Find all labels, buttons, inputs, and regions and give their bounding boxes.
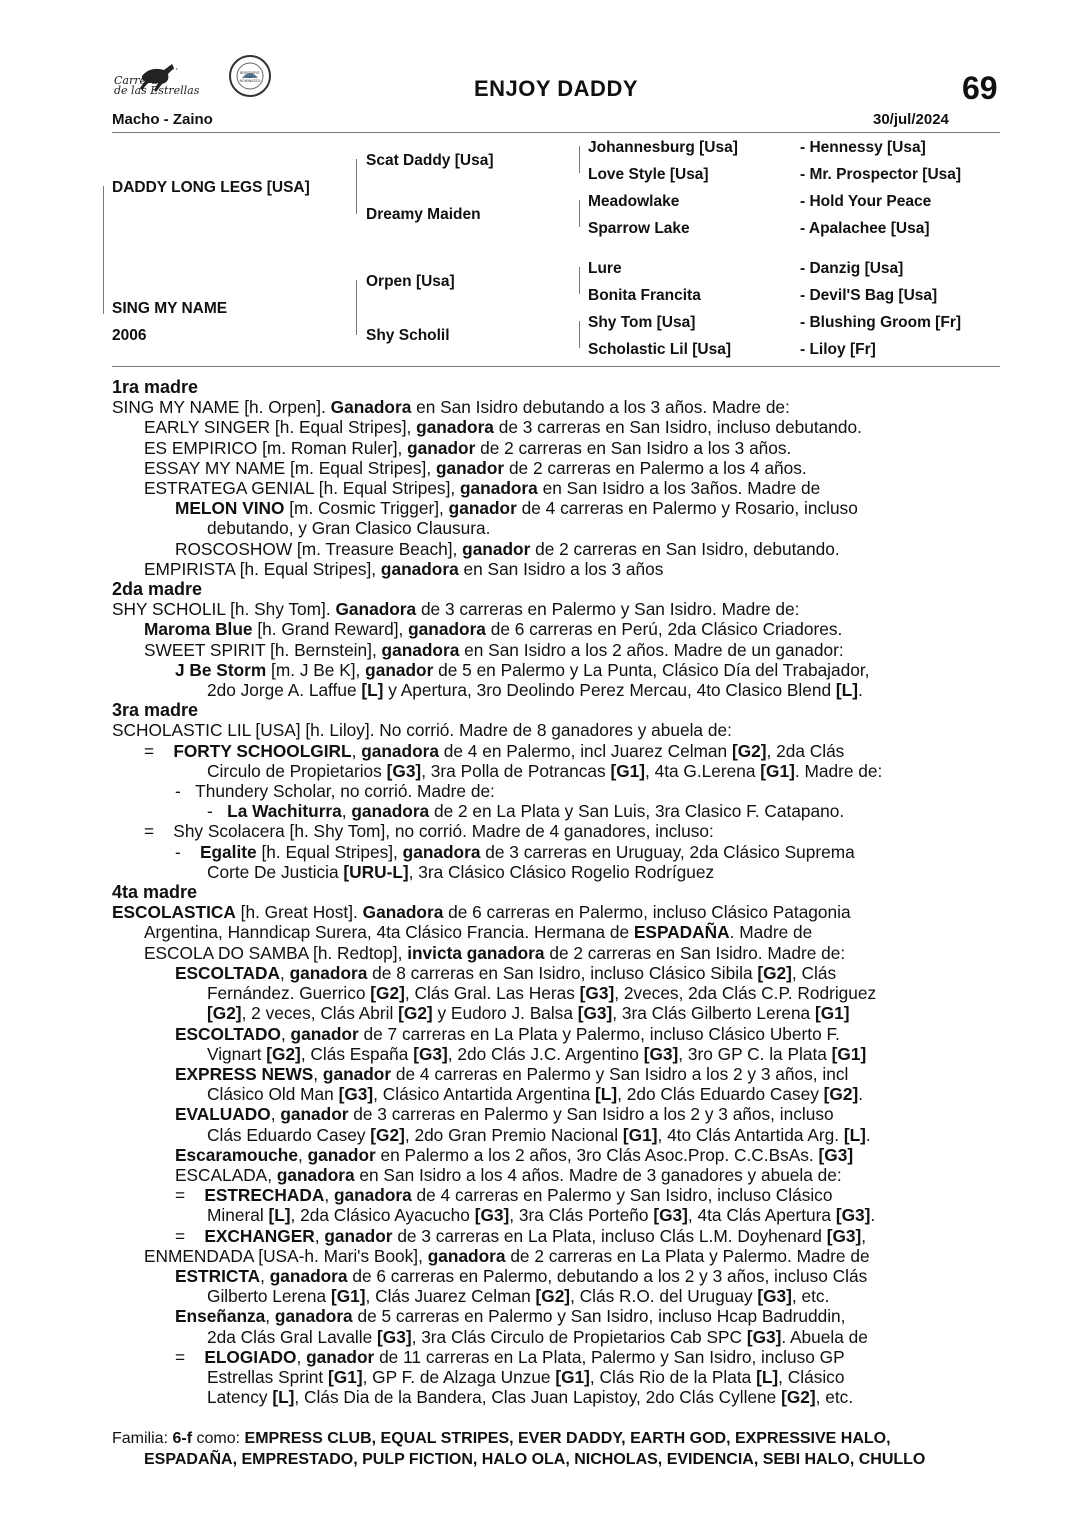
gen3-4: Sparrow Lake xyxy=(588,220,690,237)
section-heading: 1ra madre xyxy=(112,377,199,397)
produce-line: EARLY SINGER [h. Equal Stripes], ganadora de 3 carreras en San Isidro, incluso debutando. xyxy=(144,417,862,438)
produce-line: - La Wachiturra, ganadora de 2 en La Plata y San Luis, 3ra Clasico F. Catapano. xyxy=(207,801,845,822)
produce-line: Vignart [G2], Clás España [G3], 2do Clás J.C. Argentino [G3], 3ro GP C. la Plata [G1] xyxy=(207,1043,867,1064)
produce-line: ESTRICTA, ganadora de 6 carreras en Palermo, debutando a los 2 y 3 años, incluso Clás xyxy=(175,1265,868,1286)
produce-line: SHY SCHOLIL [h. Shy Tom]. Ganadora de 3 carreras en Palermo y San Isidro. Madre de: xyxy=(112,599,800,620)
gen4-6: - Devil'S Bag [Usa] xyxy=(800,287,938,304)
produce-line: ES EMPIRICO [m. Roman Ruler], ganador de 2 carreras en San Isidro a los 3 años. xyxy=(144,437,792,458)
sire-dam: Dreamy Maiden xyxy=(366,206,481,223)
produce-line: Gilberto Lerena [G1], Clás Juarez Celman [G2], Clás R.O. del Uruguay [G3], etc. xyxy=(207,1286,830,1307)
logo-text-estrellas: de las Estrellas xyxy=(114,84,200,97)
produce-line: EXPRESS NEWS, ganador de 4 carreras en Palermo y San Isidro a los 2 y 3 años, incl xyxy=(175,1063,849,1084)
produce-line: Mineral [L], 2da Clásico Ayacucho [G3], 3ra Clás Porteño [G3], 4ta Clás Apertura [G3]. xyxy=(207,1205,876,1226)
lot-number: 69 xyxy=(962,70,998,106)
produce-line: Clás Eduardo Casey [G2], 2do Gran Premio Nacional [G1], 4to Clás Antartida Arg. [L]. xyxy=(207,1124,871,1145)
family-section xyxy=(112,1428,1012,1470)
produce-line: = ESTRECHADA, ganadora de 4 carreras en Palermo y San Isidro, incluso Clásico xyxy=(175,1185,833,1206)
family-label: Familia: xyxy=(112,1430,169,1447)
gen3-3: Meadowlake xyxy=(588,193,680,210)
produce-line: = FORTY SCHOOLGIRL, ganadora de 4 en Palermo, incl Juarez Celman [G2], 2da Clás xyxy=(144,740,845,761)
horse-name-title: ENJOY DADDY xyxy=(473,76,639,101)
gen4-2: - Mr. Prospector [Usa] xyxy=(800,166,962,183)
gen3-5: Lure xyxy=(588,260,622,277)
date: 30/jul/2024 xyxy=(873,111,949,128)
pedigree-divider xyxy=(112,366,1000,367)
gen4-4: - Apalachee [Usa] xyxy=(800,220,930,237)
sire: DADDY LONG LEGS [USA] xyxy=(112,179,310,196)
dam: SING MY NAME xyxy=(112,300,228,317)
produce-line: SING MY NAME [h. Orpen]. Ganadora en San Isidro debutando a los 3 años. Madre de: xyxy=(112,397,790,418)
produce-line: Maroma Blue [h. Grand Reward], ganadora de 6 carreras en Perú, 2da Clásico Criadores. xyxy=(144,619,843,640)
header-divider xyxy=(112,132,1000,133)
produce-line: Argentina, Hanndicap Surera, 4ta Clásico Francia. Hermana de ESPADAÑA. Madre de xyxy=(144,922,813,943)
produce-line: 2da Clás Gral Lavalle [G3], 3ra Clás Circulo de Propietarios Cab SPC [G3]. Abuela de xyxy=(207,1326,868,1347)
sex-color: Macho - Zaino xyxy=(112,111,213,128)
produce-line: Fernández. Guerrico [G2], Clás Gral. Las Heras [G3], 2veces, 2da Clás C.P. Rodriguez xyxy=(207,983,877,1004)
produce-line: J Be Storm [m. J Be K], ganador de 5 en Palermo y La Punta, Clásico Día del Trabajador, xyxy=(175,659,870,680)
produce-line: ESSAY MY NAME [m. Equal Stripes], ganador de 2 carreras en Palermo a los 4 años. xyxy=(144,457,807,478)
gen4-7: - Blushing Groom [Fr] xyxy=(800,314,962,331)
gen4-1: - Hennessy [Usa] xyxy=(800,139,926,156)
produce-line: Escaramouche, ganador en Palermo a los 2 años, 3ro Clás Asoc.Prop. C.C.BsAs. [G3] xyxy=(175,1144,854,1165)
produce-line: Circulo de Propietarios [G3], 3ra Polla de Potrancas [G1], 4ta G.Lerena [G1]. Madre de: xyxy=(207,760,883,781)
produce-line: EVALUADO, ganador de 3 carreras en Palermo y San Isidro a los 2 y 3 años, incluso xyxy=(175,1104,834,1125)
produce-line: ROSCOSHOW [m. Treasure Beach], ganador de 2 carreras en San Isidro, debutando. xyxy=(175,538,840,559)
produce-line: ESCOLA DO SAMBA [h. Redtop], invicta ganadora de 2 carreras en San Isidro. Madre de: xyxy=(144,942,846,963)
family-line-1: EMPRESS CLUB, EQUAL STRIPES, EVER DADDY, EARTH GOD, EXPRESSIVE HALO, xyxy=(244,1430,891,1447)
produce-line: SWEET SPIRIT [h. Bernstein], ganadora en San Isidro a los 2 años. Madre de un ganador: xyxy=(144,639,844,660)
sire-sire: Scat Daddy [Usa] xyxy=(366,152,494,169)
produce-line: - Thundery Scholar, no corrió. Madre de: xyxy=(175,781,495,802)
produce-line: ESCALADA, ganadora en San Isidro a los 4 años. Madre de 3 ganadores y abuela de: xyxy=(175,1164,842,1185)
produce-line: SCHOLASTIC LIL [USA] [h. Liloy]. No corrió. Madre de 8 ganadores y abuela de: xyxy=(112,720,732,741)
produce-line: 2do Jorge A. Laffue [L] y Apertura, 3ro Deolindo Perez Mercau, 4to Clasico Blend [L]. xyxy=(207,680,863,701)
produce-line: EMPIRISTA [h. Equal Stripes], ganadora en San Isidro a los 3 años xyxy=(144,558,664,579)
produce-line: ESTRATEGA GENIAL [h. Equal Stripes], ganadora en San Isidro a los 3años. Madre de xyxy=(144,478,821,499)
family-line-2: ESPADAÑA, EMPRESTADO, PULP FICTION, HALO OLA, NICHOLAS, EVIDENCIA, SEBI HALO, CHULLO xyxy=(144,1451,926,1468)
dam-year: 2006 xyxy=(112,327,147,344)
produce-line: debutando, y Gran Clasico Clausura. xyxy=(207,518,491,539)
produce-line: Latency [L], Clás Dia de la Bandera, Clas Juan Lapistoy, 2do Clás Cyllene [G2], etc. xyxy=(207,1387,854,1408)
produce-line: - Egalite [h. Equal Stripes], ganadora de 3 carreras en Uruguay, 2da Clásico Suprema xyxy=(175,841,855,862)
produce-line: = ELOGIADO, ganador de 11 carreras en La Plata, Palermo y San Isidro, incluso GP xyxy=(175,1346,845,1367)
produce-line: = EXCHANGER, ganador de 3 carreras en La Plata, incluso Clás L.M. Doyhenard [G3], xyxy=(175,1225,867,1246)
section-heading: 3ra madre xyxy=(112,700,199,721)
dam-sire: Orpen [Usa] xyxy=(366,273,455,290)
produce-record xyxy=(112,377,1000,1407)
section-heading: 4ta madre xyxy=(112,882,198,903)
produce-line: ESCOLTADO, ganador de 7 carreras en La Plata y Palermo, incluso Clásico Uberto F. xyxy=(175,1023,840,1044)
gen4-3: - Hold Your Peace xyxy=(800,193,932,210)
breeders-cup-badge-text: BREEDERS' CUP NOMINATED xyxy=(239,71,261,83)
gen3-8: Scholastic Lil [Usa] xyxy=(588,341,731,358)
family-como: como: xyxy=(196,1430,241,1447)
produce-line: Enseñanza, ganadora de 5 carreras en Palermo y San Isidro, incluso Hcap Badruddin, xyxy=(175,1306,846,1327)
produce-line: MELON VINO [m. Cosmic Trigger], ganador de 4 carreras en Palermo y Rosario, incluso xyxy=(175,498,858,519)
produce-line: ESCOLASTICA [h. Great Host]. Ganadora de 6 carreras en Palermo, incluso Clásico Patagonia xyxy=(112,902,851,923)
produce-line: [G2], 2 veces, Clás Abril [G2] y Eudoro J. Balsa [G3], 3ra Clás Gilberto Lerena [G1] xyxy=(207,1003,850,1024)
produce-line: = Shy Scolacera [h. Shy Tom], no corrió. Madre de 4 ganadores, incluso: xyxy=(144,821,714,842)
logo-text-carreras: Carreras xyxy=(114,74,164,87)
produce-line: ENMENDADA [USA-h. Mari's Book], ganadora de 2 carreras en La Plata y Palermo. Madre de xyxy=(144,1245,870,1266)
produce-line: ESCOLTADA, ganadora de 8 carreras en San Isidro, incluso Clásico Sibila [G2], Clás xyxy=(175,962,837,983)
gen4-5: - Danzig [Usa] xyxy=(800,260,904,277)
gen3-2: Love Style [Usa] xyxy=(588,166,709,183)
produce-line: Clásico Old Man [G3], Clásico Antartida Argentina [L], 2do Clás Eduardo Casey [G2]. xyxy=(207,1084,864,1105)
dam-dam: Shy Scholil xyxy=(366,327,450,344)
produce-line: Estrellas Sprint [G1], GP F. de Alzaga Unzue [G1], Clás Rio de la Plata [L], Clásico xyxy=(207,1366,845,1387)
svg-text:* * *: * * * xyxy=(169,68,178,74)
family-number: 6-f xyxy=(172,1430,193,1447)
produce-line: Corte De Justicia [URU-L], 3ra Clásico Clásico Rogelio Rodríguez xyxy=(207,861,715,882)
gen3-7: Shy Tom [Usa] xyxy=(588,314,696,331)
section-heading: 2da madre xyxy=(112,579,203,600)
gen3-1: Johannesburg [Usa] xyxy=(588,139,738,156)
gen4-8: - Liloy [Fr] xyxy=(800,341,876,358)
gen3-6: Bonita Francita xyxy=(588,287,701,304)
